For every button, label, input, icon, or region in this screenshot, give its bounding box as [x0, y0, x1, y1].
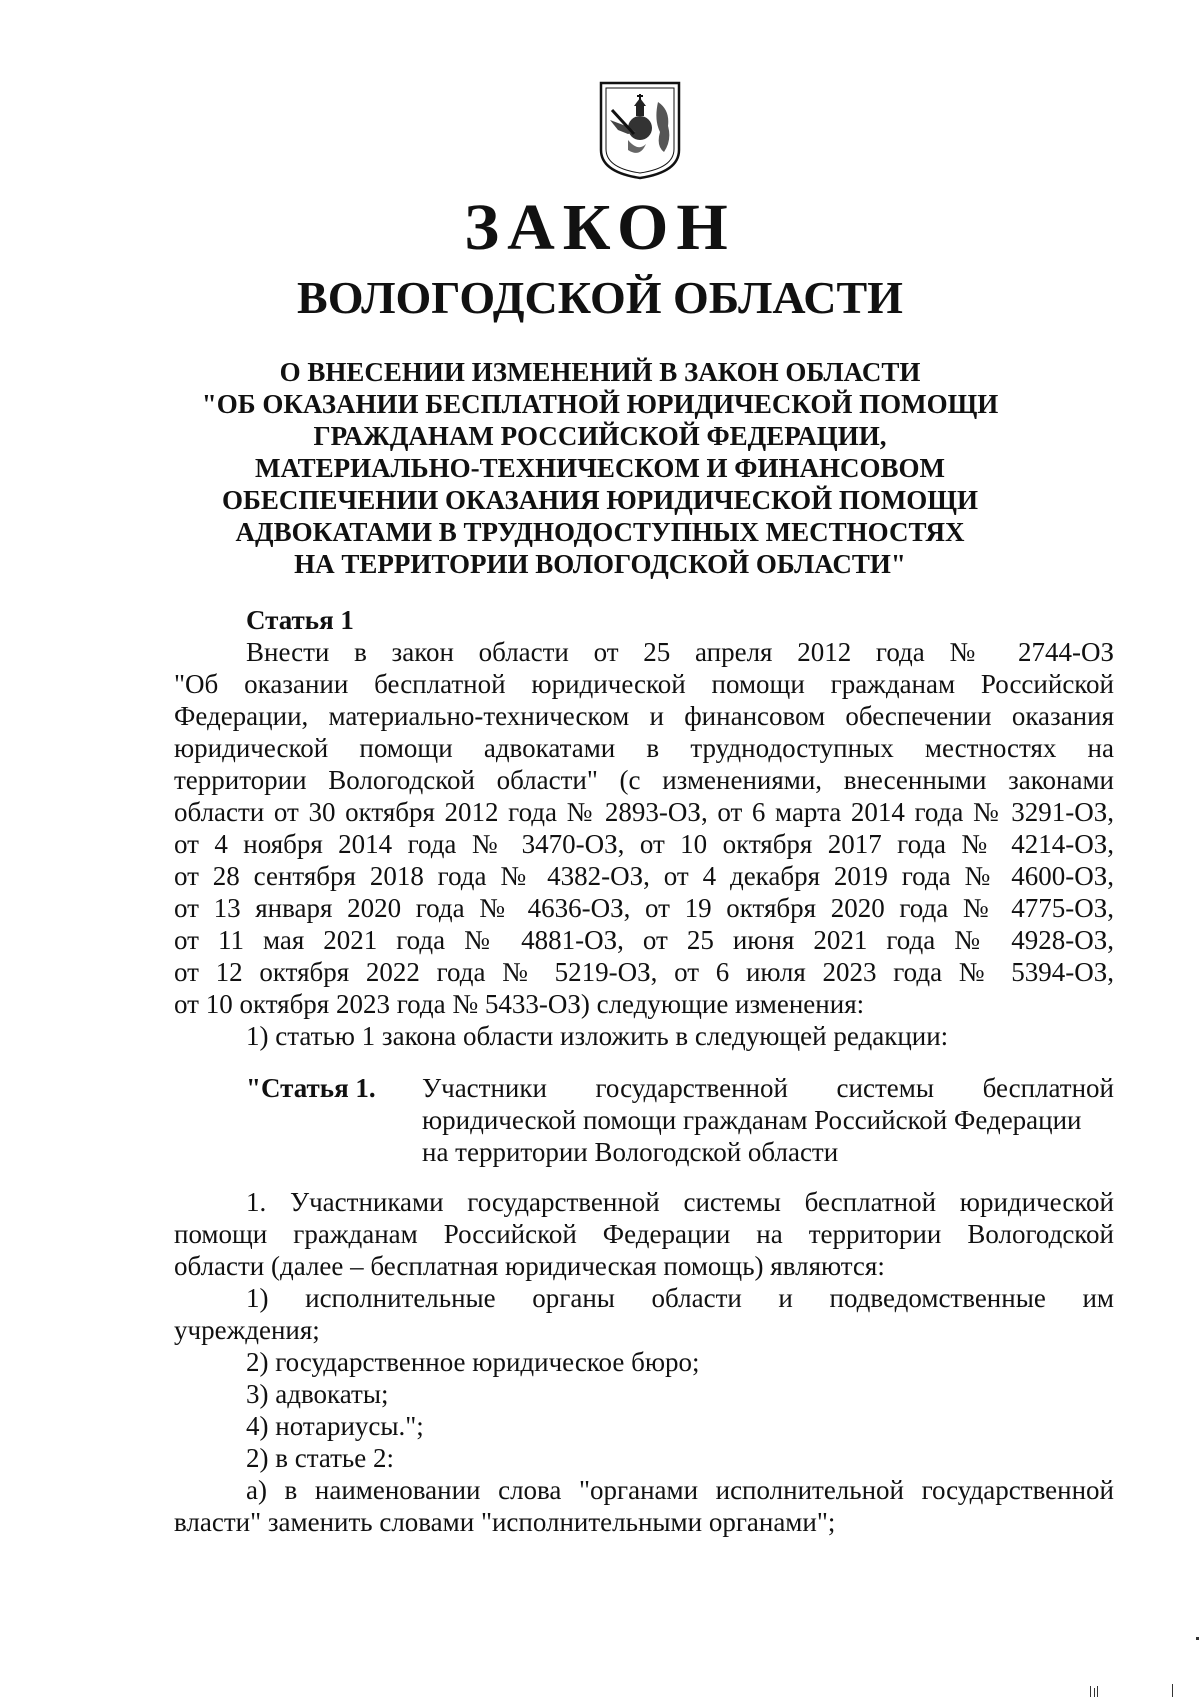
intro-line: территории Вологодской области" (с изменениями, внесенными законами — [174, 765, 1114, 795]
coat-of-arms-shield-icon — [598, 80, 682, 180]
law-name-line: МАТЕРИАЛЬНО-ТЕХНИЧЕСКОМ И ФИНАНСОВОМ — [254, 453, 945, 483]
intro-line: от 13 января 2020 года № 4636-ОЗ, от 19 октября 2020 года № 4775-ОЗ, — [174, 893, 1114, 923]
list-item: 4) нотариусы."; — [246, 1411, 424, 1441]
paragraph-line: 1. Участниками государственной системы бесплатной юридической — [246, 1187, 1114, 1217]
scan-speck — [1094, 1688, 1095, 1697]
change-item-a: власти" заменить словами "исполнительными органами"; — [174, 1507, 836, 1537]
vologda-coat-of-arms-icon — [598, 80, 682, 180]
quoted-article-label: "Статья 1. — [246, 1073, 376, 1103]
intro-line: юридической помощи адвокатами в труднодоступных местностях на — [174, 733, 1114, 763]
law-name — [170, 356, 1030, 580]
change-item-2: 2) в статье 2: — [246, 1443, 394, 1473]
list-item: 3) адвокаты; — [246, 1379, 389, 1409]
law-title: ЗАКОН — [464, 191, 736, 264]
quoted-article-body — [174, 1186, 1114, 1538]
quoted-article-title — [422, 1072, 1114, 1168]
intro-line: от 12 октября 2022 года № 5219-ОЗ, от 6 июля 2023 года № 5394-ОЗ, — [174, 957, 1114, 987]
intro-line: от 4 ноября 2014 года № 3470-ОЗ, от 10 октября 2017 года № 4214-ОЗ, — [174, 829, 1114, 859]
list-item: 1) исполнительные органы области и подведомственные им — [246, 1283, 1114, 1313]
article-heading: Статья 1 — [246, 605, 354, 635]
quoted-title-line: юридической помощи гражданам Российской Федерации — [422, 1105, 1082, 1135]
law-name-line: АДВОКАТАМИ В ТРУДНОДОСТУПНЫХ МЕСТНОСТЯХ — [235, 517, 965, 547]
intro-line: от 28 сентября 2018 года № 4382-ОЗ, от 4 декабря 2019 года № 4600-ОЗ, — [174, 861, 1114, 891]
law-name-line: НА ТЕРРИТОРИИ ВОЛОГОДСКОЙ ОБЛАСТИ" — [294, 549, 906, 579]
paragraph-line: области (далее – бесплатная юридическая помощь) являются: — [174, 1251, 885, 1281]
intro-line: "Об оказании бесплатной юридической помощи гражданам Российской — [174, 669, 1114, 699]
intro-line: от 11 мая 2021 года № 4881-ОЗ, от 25 июня 2021 года № 4928-ОЗ, — [174, 925, 1114, 955]
law-region: ВОЛОГОДСКОЙ ОБЛАСТИ — [297, 272, 903, 323]
scan-speck — [1196, 1637, 1199, 1640]
list-item: 2) государственное юридическое бюро; — [246, 1347, 700, 1377]
law-name-line: ГРАЖДАНАМ РОССИЙСКОЙ ФЕДЕРАЦИИ, — [313, 421, 887, 451]
quoted-title-line: на территории Вологодской области — [422, 1137, 839, 1167]
change-item-1: 1) статью 1 закона области изложить в следующей редакции: — [246, 1021, 949, 1051]
intro-line: области от 30 октября 2012 года № 2893-ОЗ, от 6 марта 2014 года № 3291-ОЗ, — [174, 797, 1114, 827]
scan-speck — [1090, 1686, 1091, 1697]
law-name-line: ОБЕСПЕЧЕНИИ ОКАЗАНИЯ ЮРИДИЧЕСКОЙ ПОМОЩИ — [222, 485, 978, 515]
scan-speck — [1172, 1684, 1173, 1697]
scan-speck — [1097, 1686, 1098, 1697]
law-name-line: О ВНЕСЕНИИ ИЗМЕНЕНИЙ В ЗАКОН ОБЛАСТИ — [279, 357, 921, 387]
change-item-a: а) в наименовании слова "органами исполнительной государственной — [246, 1475, 1114, 1505]
law-name-line: "ОБ ОКАЗАНИИ БЕСПЛАТНОЙ ЮРИДИЧЕСКОЙ ПОМОЩИ — [201, 389, 999, 419]
quoted-title-line: Участники государственной системы бесплатной — [422, 1073, 1114, 1103]
intro-line: Федерации, материально-техническом и финансовом обеспечении оказания — [174, 701, 1114, 731]
intro-line: Внести в закон области от 25 апреля 2012 года № 2744-ОЗ — [246, 637, 1114, 667]
article-intro — [174, 636, 1114, 1052]
paragraph-line: помощи гражданам Российской Федерации на территории Вологодской — [174, 1219, 1114, 1249]
intro-line: от 10 октября 2023 года № 5433-ОЗ) следующие изменения: — [174, 989, 865, 1019]
list-item: учреждения; — [174, 1315, 320, 1345]
